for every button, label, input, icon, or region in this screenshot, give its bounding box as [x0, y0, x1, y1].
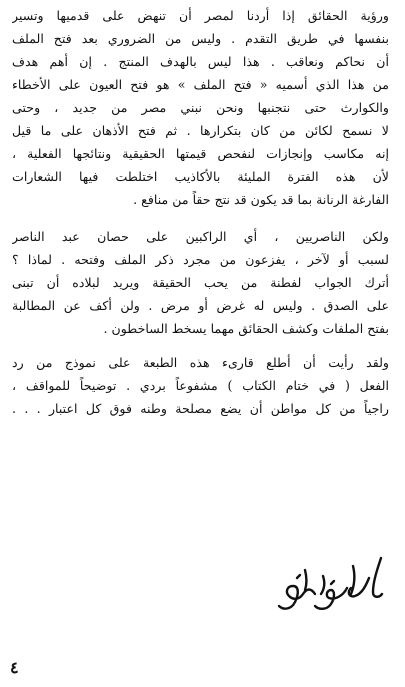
page-number: ٤ — [10, 658, 19, 677]
text-line: ولكن الناصريين ، أي الراكبين على حصان عبد الناصر — [12, 229, 389, 244]
text-line: والكوارث حتى نتجنبها ونحن نبني مصر من جديد ، وحتى — [12, 100, 389, 115]
text-line: بفتح الملفات وكشف الحقائق مهما يسخط الساخطون . — [103, 321, 389, 336]
text-line: أترك الجواب لفطنة من يحب الحقيقة ويريد لبلاده أن تبنى — [12, 275, 389, 290]
text-line: أن نحاكم ونعاقب . هذا ليس بالهدف المنتج . إن أهم هدف — [12, 54, 389, 69]
text-line: راجياً من كل مواطن أن يضع مصلحة وطنه فوق كل اعتبار . . . — [12, 401, 389, 416]
text-line: الفارغة الرنانة بما قد يكون قد نتج حقاً من منافع . — [133, 192, 389, 207]
text-line: إنه مكاسب وإنجازات لنفحص قيمتها الحقيقية ونتائجها الفعلية ، — [12, 146, 389, 161]
text-line: لأن هذه الفترة المليئة بالأكاذيب اختلطت فيها الشعارات — [12, 169, 389, 184]
text-line: لا نسمح لكائن من كان بتكرارها . ثم فتح الأذهان على ما قيل — [12, 123, 389, 138]
text-line: ورؤية الحقائق إذا أردنا لمصر أن تنهض على قدميها وتسير — [12, 8, 389, 23]
text-line: ولقد رأيت أن أطلع قارىء هذه الطبعة على نموذج من رد — [12, 355, 389, 370]
paragraph-3 — [12, 351, 389, 420]
paragraph-2 — [12, 225, 389, 340]
text-line: من هذا الذي أسميه « فتح الملف » هو فتح العيون على الأخطاء — [12, 77, 389, 92]
paragraph-1 — [12, 4, 389, 211]
handwritten-signature — [269, 548, 391, 618]
text-line: الفعل ( في ختام الكتاب ) مشفوعاً بردي . توضيحاً للمواقف ، — [12, 378, 389, 393]
text-line: لسبب أو لآخر ، يفزعون من مجرد ذكر الملف وفتحه . لماذا ؟ — [12, 252, 389, 267]
text-line: على الصدق . وليس له غرض أو مرض . ولن أكف عن المطالبة — [12, 298, 389, 313]
text-line: بنفسها في طريق التقدم . وليس من الضروري بعد فتح الملف — [12, 31, 389, 46]
